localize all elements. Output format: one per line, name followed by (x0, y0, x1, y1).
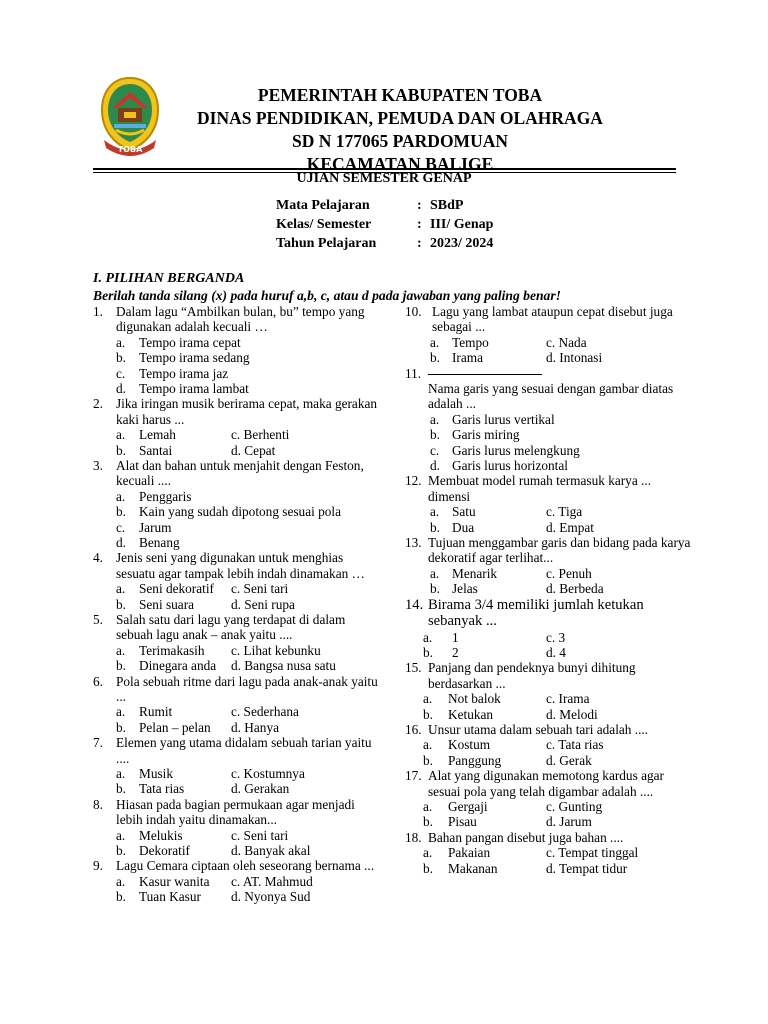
info-row-year (276, 234, 493, 253)
section-instruction: Berilah tanda silang (x) pada huruf a,b, c, atau d pada jawaban yang paling benar! (93, 288, 561, 303)
question-text: Lagu Cemara ciptaan oleh seseorang bernama ... (116, 858, 375, 874)
option-row-ac[interactable] (93, 828, 383, 843)
option-letter: b. (116, 719, 126, 735)
option-text: c. Nada (546, 334, 587, 350)
option-text: d. Cepat (231, 442, 276, 458)
letterhead-divider-thick (93, 168, 676, 170)
option-row-bd[interactable] (93, 443, 383, 458)
option-letter: b. (423, 860, 433, 876)
option-text: d. 4 (546, 644, 566, 660)
option-letter: a. (116, 827, 126, 843)
question-number: 10. (405, 304, 422, 319)
option-text: c. Tiga (546, 504, 583, 520)
option-text: Satu (452, 504, 476, 520)
option-letter: a. (116, 488, 126, 504)
option-letter: a. (430, 334, 440, 350)
option-text: c. Gunting (546, 798, 603, 814)
option-letter: d. (430, 457, 440, 473)
option-letter: a. (116, 334, 126, 350)
question-text: Unsur utama dalam sebuah tari adalah .... (428, 721, 649, 737)
option-row-bd[interactable] (93, 658, 383, 673)
question-text: Elemen yang utama didalam sebuah tarian yaitu .... (116, 735, 372, 766)
question-text: Lagu yang lambat ataupun cepat disebut juga sebagai ... (432, 304, 673, 335)
option-text: d. Seni rupa (231, 596, 295, 612)
question-number: 8. (93, 796, 103, 812)
option-row-bd[interactable] (93, 889, 383, 904)
option-text: Terimakasih (139, 642, 205, 658)
question-2 (93, 396, 383, 427)
option-text: Garis miring (452, 427, 520, 443)
option-text: Pakaian (448, 845, 491, 861)
option-text: c. AT. Mahmud (231, 873, 313, 889)
drawn-line-figure (428, 374, 542, 375)
info-colon: : (417, 198, 422, 213)
option-text: c. Seni tari (231, 581, 289, 597)
option-text: Tempo (452, 334, 489, 350)
option-a[interactable] (93, 489, 383, 504)
letterhead-line-1: PEMERINTAH KABUPATEN TOBA (257, 85, 543, 105)
option-letter: b. (423, 814, 433, 830)
option-a[interactable] (405, 412, 695, 427)
info-value: 2023/ 2024 (430, 236, 494, 251)
option-b[interactable] (93, 504, 383, 519)
option-c[interactable] (405, 443, 695, 458)
section-title: I. PILIHAN BERGANDA (93, 271, 245, 286)
option-text: Pelan – pelan (139, 719, 211, 735)
question-text: Membuat model rumah termasuk karya ... dimensi (428, 473, 652, 504)
option-text: Santai (139, 442, 173, 458)
option-row-ac[interactable] (405, 630, 695, 645)
option-text: d. Gerak (546, 752, 592, 768)
question-12 (405, 473, 695, 504)
question-15 (405, 660, 695, 691)
option-row-ac[interactable] (405, 335, 695, 350)
question-11-text (405, 381, 695, 412)
question-text: Birama 3/4 memiliki jumlah ketukan sebanyak ... (428, 596, 644, 630)
option-text: Panggung (448, 752, 502, 768)
question-13 (405, 535, 695, 566)
option-a[interactable] (93, 335, 383, 350)
option-text: Tempo irama jaz (139, 365, 229, 381)
question-18 (405, 830, 695, 845)
option-text: c. 3 (546, 629, 566, 645)
info-label: Mata Pelajaran (276, 198, 370, 213)
option-text: Dua (452, 519, 475, 535)
option-row-ac[interactable] (93, 581, 383, 596)
question-17 (405, 768, 695, 799)
option-letter: a. (423, 798, 433, 814)
option-letter: b. (116, 350, 126, 366)
logo-text: TOBA (117, 145, 143, 154)
option-text: d. Intonasi (546, 350, 603, 366)
question-number: 17. (405, 768, 422, 784)
option-text: Pisau (448, 814, 477, 830)
info-label: Kelas/ Semester (276, 217, 372, 232)
exam-title: UJIAN SEMESTER GENAP (296, 171, 472, 186)
question-number: 11. (405, 365, 422, 381)
question-number: 1. (93, 304, 103, 319)
option-letter: a. (116, 581, 126, 597)
option-text: Menarik (452, 565, 498, 581)
option-text: Tempo irama cepat (139, 334, 241, 350)
info-colon: : (417, 217, 422, 232)
option-row-bd[interactable] (405, 861, 695, 876)
option-text: Melukis (139, 827, 183, 843)
question-number: 9. (93, 858, 103, 874)
question-text: Hiasan pada bagian permukaan agar menjadi lebih indah yaitu dinamakan... (116, 796, 355, 828)
option-text: 2 (452, 644, 459, 660)
option-letter: a. (116, 873, 126, 889)
option-c[interactable] (93, 520, 383, 535)
option-letter: a. (430, 565, 440, 581)
option-row-ac[interactable] (405, 737, 695, 752)
option-row-ac[interactable] (405, 845, 695, 860)
question-number: 14. (405, 596, 424, 613)
option-text: c. Berhenti (231, 427, 290, 443)
option-text: c. Lihat kebunku (231, 642, 321, 658)
question-16 (405, 722, 695, 737)
option-text: Rumit (139, 704, 173, 720)
option-text: Garis lurus horizontal (452, 457, 568, 473)
option-text: d. Melodi (546, 706, 598, 722)
question-10 (405, 304, 695, 335)
option-d[interactable] (93, 381, 383, 396)
option-text: c. Irama (546, 691, 590, 707)
option-text: Seni suara (139, 596, 195, 612)
option-row-bd[interactable] (405, 520, 695, 535)
option-row-ac[interactable] (405, 799, 695, 814)
option-row-ac[interactable] (93, 427, 383, 442)
option-row-ac[interactable] (93, 874, 383, 889)
question-text: Panjang dan pendeknya bunyi dihitung berdasarkan ... (428, 660, 636, 691)
question-text: Jika iringan musik berirama cepat, maka gerakan kaki harus ... (116, 396, 378, 427)
option-letter: c. (116, 519, 126, 535)
option-text: c. Tempat tinggal (546, 845, 639, 861)
option-row-bd[interactable] (93, 720, 383, 735)
option-letter: b. (423, 752, 433, 768)
option-text: d. Empat (546, 519, 595, 535)
question-8 (93, 797, 383, 828)
option-letter: a. (116, 704, 126, 720)
option-text: Jarum (139, 519, 172, 535)
question-number: 2. (93, 396, 103, 412)
option-text: Garis lurus melengkung (452, 442, 580, 458)
info-colon: : (417, 236, 422, 251)
question-text: Pola sebuah ritme dari lagu pada anak-anak yaitu ... (116, 673, 378, 704)
letterhead-line-4: KECAMATAN BALIGE (306, 154, 494, 174)
option-letter: b. (116, 658, 126, 674)
option-text: d. Jarum (546, 814, 592, 830)
question-11 (405, 366, 695, 381)
option-letter: b. (116, 842, 126, 858)
option-text: Dekoratif (139, 842, 190, 858)
option-row-bd[interactable] (405, 581, 695, 596)
option-text: Tuan Kasur (139, 889, 201, 905)
option-letter: a. (423, 691, 433, 707)
option-row-bd[interactable] (405, 814, 695, 829)
question-3 (93, 458, 383, 489)
option-text: Seni dekoratif (139, 581, 214, 597)
option-d[interactable] (405, 458, 695, 473)
info-value: SBdP (430, 198, 464, 213)
option-text: d. Gerakan (231, 781, 290, 797)
question-number: 4. (93, 550, 103, 566)
option-letter: a. (423, 629, 433, 645)
info-value: III/ Genap (430, 217, 494, 232)
question-4 (93, 550, 383, 581)
option-letter: d. (116, 380, 126, 396)
option-letter: a. (430, 504, 440, 520)
option-letter: c. (116, 365, 126, 381)
option-text: Musik (139, 765, 173, 781)
option-letter: b. (423, 706, 433, 722)
question-6 (93, 674, 383, 705)
option-letter: b. (116, 504, 126, 520)
question-number: 18. (405, 829, 422, 845)
option-letter: b. (430, 581, 440, 597)
option-text: Tempo irama sedang (139, 350, 250, 366)
option-text: Jelas (452, 581, 478, 597)
question-text: Alat dan bahan untuk menjahit dengan Feston, kecuali .... (116, 457, 364, 489)
option-letter: b. (430, 350, 440, 366)
option-letter: b. (430, 519, 440, 535)
option-text: Tata rias (139, 781, 185, 797)
question-text: Tujuan menggambar garis dan bidang pada karya dekoratif agar terlihat... (428, 534, 691, 566)
option-b[interactable] (93, 350, 383, 365)
question-7 (93, 735, 383, 766)
option-text: c. Seni tari (231, 827, 289, 843)
questions-right-column (405, 304, 695, 876)
option-letter: a. (116, 427, 126, 443)
option-text: Kasur wanita (139, 873, 210, 889)
option-text: Lemah (139, 427, 176, 443)
option-text: d. Nyonya Sud (231, 889, 311, 905)
question-number: 7. (93, 735, 103, 751)
question-text: Jenis seni yang digunakan untuk menghias sesuatu agar tampak lebih indah dinamakan … (116, 550, 365, 581)
option-row-bd[interactable] (93, 781, 383, 796)
option-text: Benang (139, 534, 180, 550)
info-label: Tahun Pelajaran (276, 236, 377, 251)
option-text: c. Kostumnya (231, 765, 305, 781)
option-row-ac[interactable] (405, 504, 695, 519)
option-row-bd[interactable] (405, 350, 695, 365)
question-9 (93, 858, 383, 873)
question-text: Alat yang digunakan memotong kardus agar sesuai pola yang telah digambar adalah .... (428, 768, 664, 799)
question-number: 3. (93, 457, 103, 473)
option-letter: b. (116, 781, 126, 797)
option-text: Not balok (448, 691, 501, 707)
letterhead-line-3: SD N 177065 PARDOMUAN (292, 131, 508, 151)
question-text: Dalam lagu “Ambilkan bulan, bu” tempo yang digunakan adalah kecuali … (116, 304, 365, 335)
option-letter: a. (423, 737, 433, 753)
option-d[interactable] (93, 535, 383, 550)
option-text: Tempo irama lambat (139, 380, 249, 396)
option-text: Makanan (448, 860, 498, 876)
option-letter: a. (116, 642, 126, 658)
option-row-bd[interactable] (93, 843, 383, 858)
question-number: 6. (93, 673, 103, 689)
option-row-bd[interactable] (93, 597, 383, 612)
option-text: 1 (452, 629, 459, 645)
question-number: 5. (93, 611, 103, 627)
option-letter: c. (430, 442, 440, 458)
option-letter: b. (430, 427, 440, 443)
option-text: d. Bangsa nusa satu (231, 658, 336, 674)
option-letter: b. (423, 644, 433, 660)
question-number: 15. (405, 660, 422, 676)
letterhead (150, 84, 650, 176)
question-14 (405, 597, 695, 630)
option-text: Kostum (448, 737, 491, 753)
question-1 (93, 304, 383, 335)
option-text: Dinegara anda (139, 658, 217, 674)
option-text: Irama (452, 350, 484, 366)
option-letter: b. (116, 442, 126, 458)
option-text: d. Berbeda (546, 581, 604, 597)
option-text: d. Banyak akal (231, 842, 311, 858)
exam-info (276, 196, 493, 253)
question-number: 13. (405, 534, 422, 550)
option-letter: a. (116, 765, 126, 781)
option-row-bd[interactable] (405, 707, 695, 722)
option-text: Penggaris (139, 488, 192, 504)
info-row-subject (276, 196, 493, 215)
option-c[interactable] (93, 366, 383, 381)
option-text: d. Tempat tidur (546, 860, 628, 876)
option-letter: b. (116, 596, 126, 612)
letterhead-line-2: DINAS PENDIDIKAN, PEMUDA DAN OLAHRAGA (197, 108, 603, 128)
option-row-ac[interactable] (93, 704, 383, 719)
option-letter: d. (116, 534, 126, 550)
option-row-ac[interactable] (93, 766, 383, 781)
option-letter: b. (116, 889, 126, 905)
option-text: c. Sederhana (231, 704, 299, 720)
option-row-ac[interactable] (405, 691, 695, 706)
question-number: 16. (405, 721, 422, 737)
option-letter: a. (423, 845, 433, 861)
option-b[interactable] (405, 427, 695, 442)
option-text: Kain yang sudah dipotong sesuai pola (139, 504, 342, 520)
option-row-ac[interactable] (405, 566, 695, 581)
option-row-bd[interactable] (405, 753, 695, 768)
option-text: d. Hanya (231, 719, 279, 735)
question-5 (93, 612, 383, 643)
option-text: Gergaji (448, 798, 488, 814)
option-text: Garis lurus vertikal (452, 411, 555, 427)
option-row-ac[interactable] (93, 643, 383, 658)
option-letter: a. (430, 411, 440, 427)
info-row-class (276, 215, 493, 234)
option-text: Ketukan (448, 706, 494, 722)
questions-left-column (93, 304, 383, 905)
question-text: Salah satu dari lagu yang terdapat di dalam sebuah lagu anak – anak yaitu .... (116, 611, 346, 643)
option-row-bd[interactable] (405, 645, 695, 660)
question-text: Bahan pangan disebut juga bahan .... (428, 829, 624, 845)
option-text: c. Tata rias (546, 737, 604, 753)
option-text: c. Penuh (546, 565, 592, 581)
question-text: Nama garis yang sesuai dengan gambar diatas adalah ... (428, 381, 674, 412)
question-number: 12. (405, 473, 422, 489)
